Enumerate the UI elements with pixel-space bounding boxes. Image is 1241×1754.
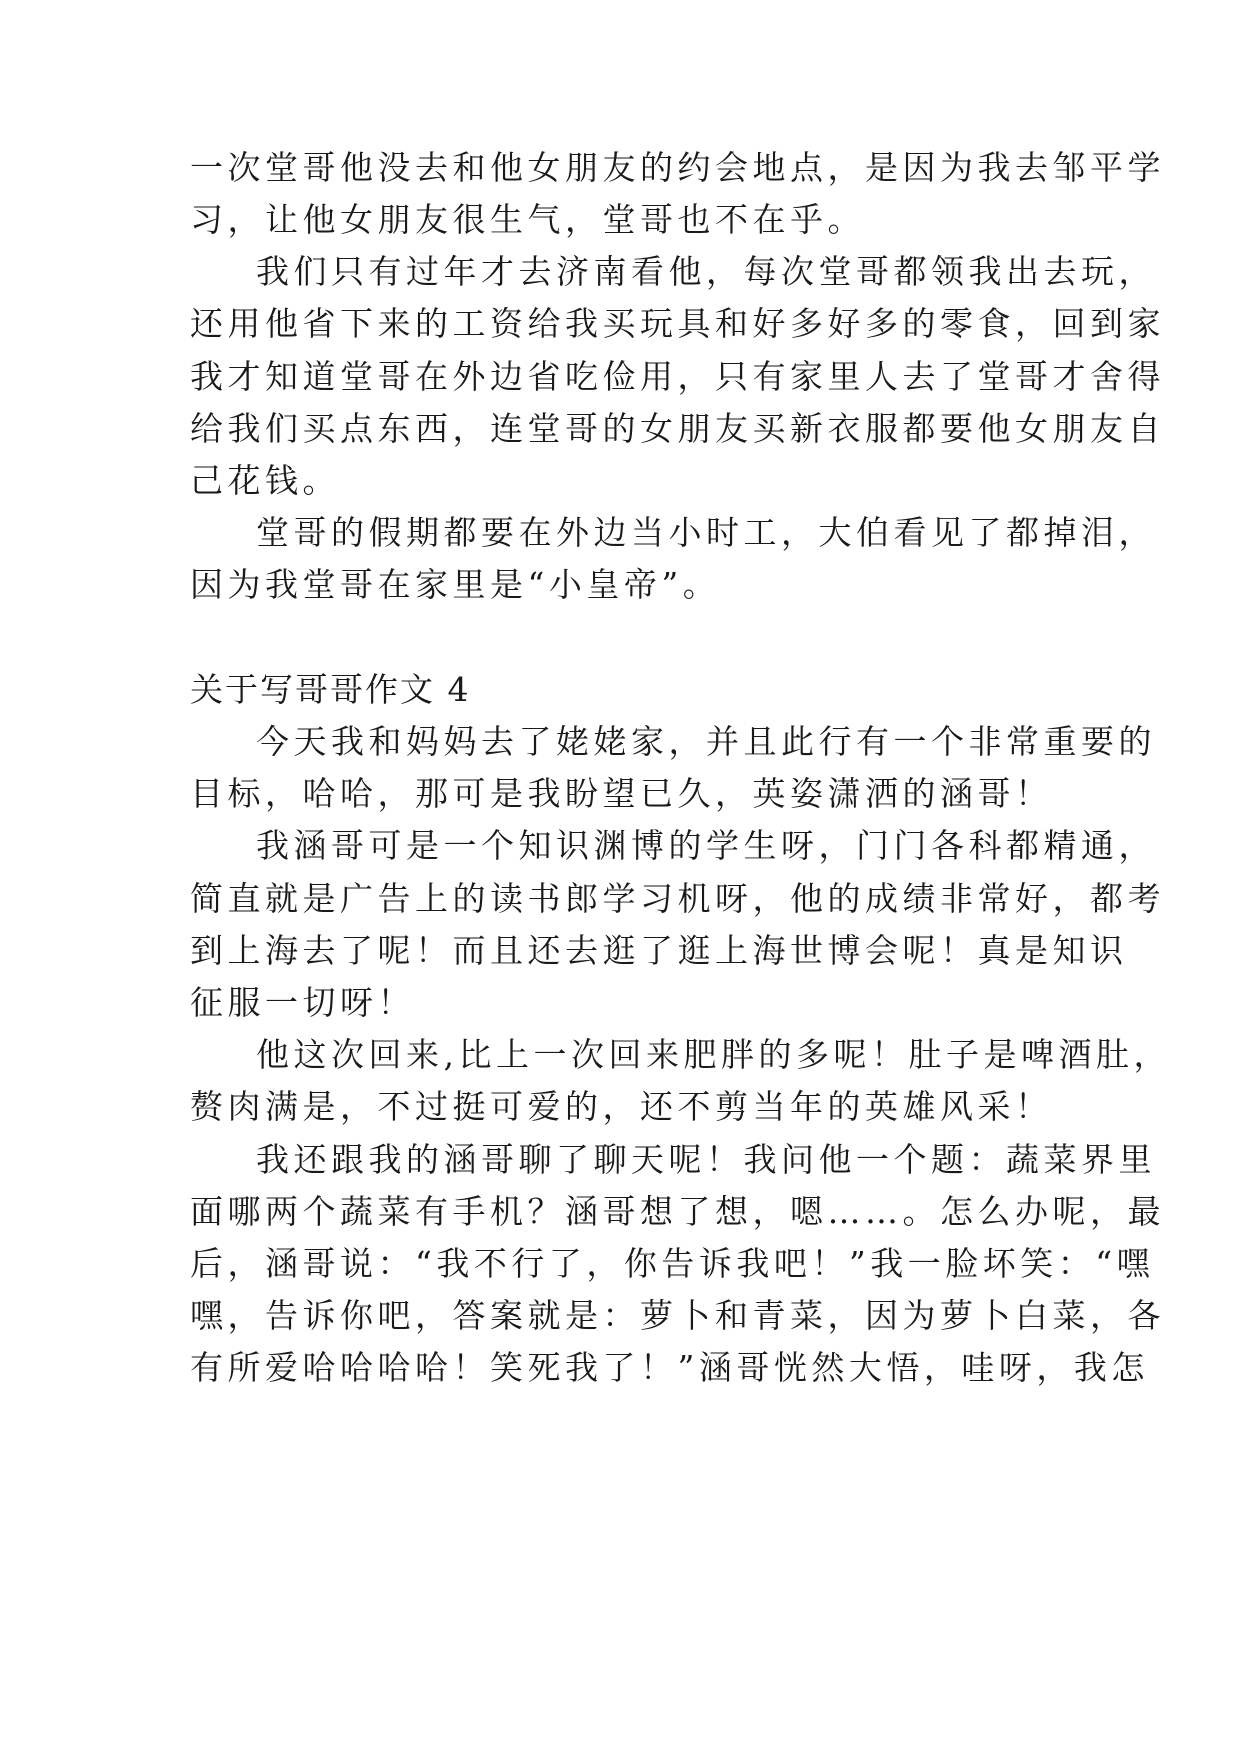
text-line: 给我们买点东西，连堂哥的女朋友买新衣服都要他女朋友自: [190, 409, 1165, 448]
text-line: 习，让他女朋友很生气，堂哥也不在乎。: [190, 200, 865, 239]
paragraph-start-line: 堂哥的假期都要在外边当小时工，大伯看见了都掉泪，: [256, 513, 1156, 552]
text-line: 一次堂哥他没去和他女朋友的约会地点，是因为我去邹平学: [190, 148, 1165, 187]
paragraph-start-line: 我还跟我的涵哥聊了聊天呢！我问他一个题：蔬菜界里: [256, 1140, 1156, 1179]
text-line: 还用他省下来的工资给我买玩具和好多好多的零食，回到家: [190, 304, 1165, 343]
paragraph-start-line: 他这次回来,比上一次回来肥胖的多呢！肚子是啤酒肚，: [256, 1035, 1171, 1074]
text-line: 简直就是广告上的读书郎学习机呀，他的成绩非常好，都考: [190, 879, 1165, 918]
text-line: 面哪两个蔬菜有手机？涵哥想了想，嗯……。怎么办呢，最: [190, 1192, 1165, 1231]
paragraph-start-line: 我涵哥可是一个知识渊博的学生呀，门门各科都精通，: [256, 826, 1156, 865]
text-line: 因为我堂哥在家里是“小皇帝”。: [190, 565, 721, 604]
text-line: 有所爱哈哈哈哈！笑死我了！”涵哥恍然大悟，哇呀，我怎: [190, 1348, 1149, 1387]
text-line: 到上海去了呢！而且还去逛了逛上海世博会呢！真是知识: [190, 931, 1128, 970]
text-line: 目标，哈哈，那可是我盼望已久，英姿潇洒的涵哥！: [190, 774, 1053, 813]
text-line: 赘肉满是，不过挺可爱的，还不剪当年的英雄风采！: [190, 1087, 1053, 1126]
text-line: 征服一切呀！: [190, 983, 415, 1022]
paragraph-start-line: 我们只有过年才去济南看他，每次堂哥都领我出去玩，: [256, 252, 1156, 291]
text-line: 己花钱。: [190, 461, 340, 500]
section-heading: 关于写哥哥作文 4: [190, 670, 471, 709]
text-line: 后，涵哥说：“我不行了，你告诉我吧！”我一脸坏笑：“嘿: [190, 1244, 1155, 1283]
paragraph-start-line: 今天我和妈妈去了姥姥家，并且此行有一个非常重要的: [256, 722, 1156, 761]
text-line: 我才知道堂哥在外边省吃俭用，只有家里人去了堂哥才舍得: [190, 357, 1165, 396]
text-line: 嘿，告诉你吧，答案就是：萝卜和青菜，因为萝卜白菜，各: [190, 1296, 1165, 1335]
